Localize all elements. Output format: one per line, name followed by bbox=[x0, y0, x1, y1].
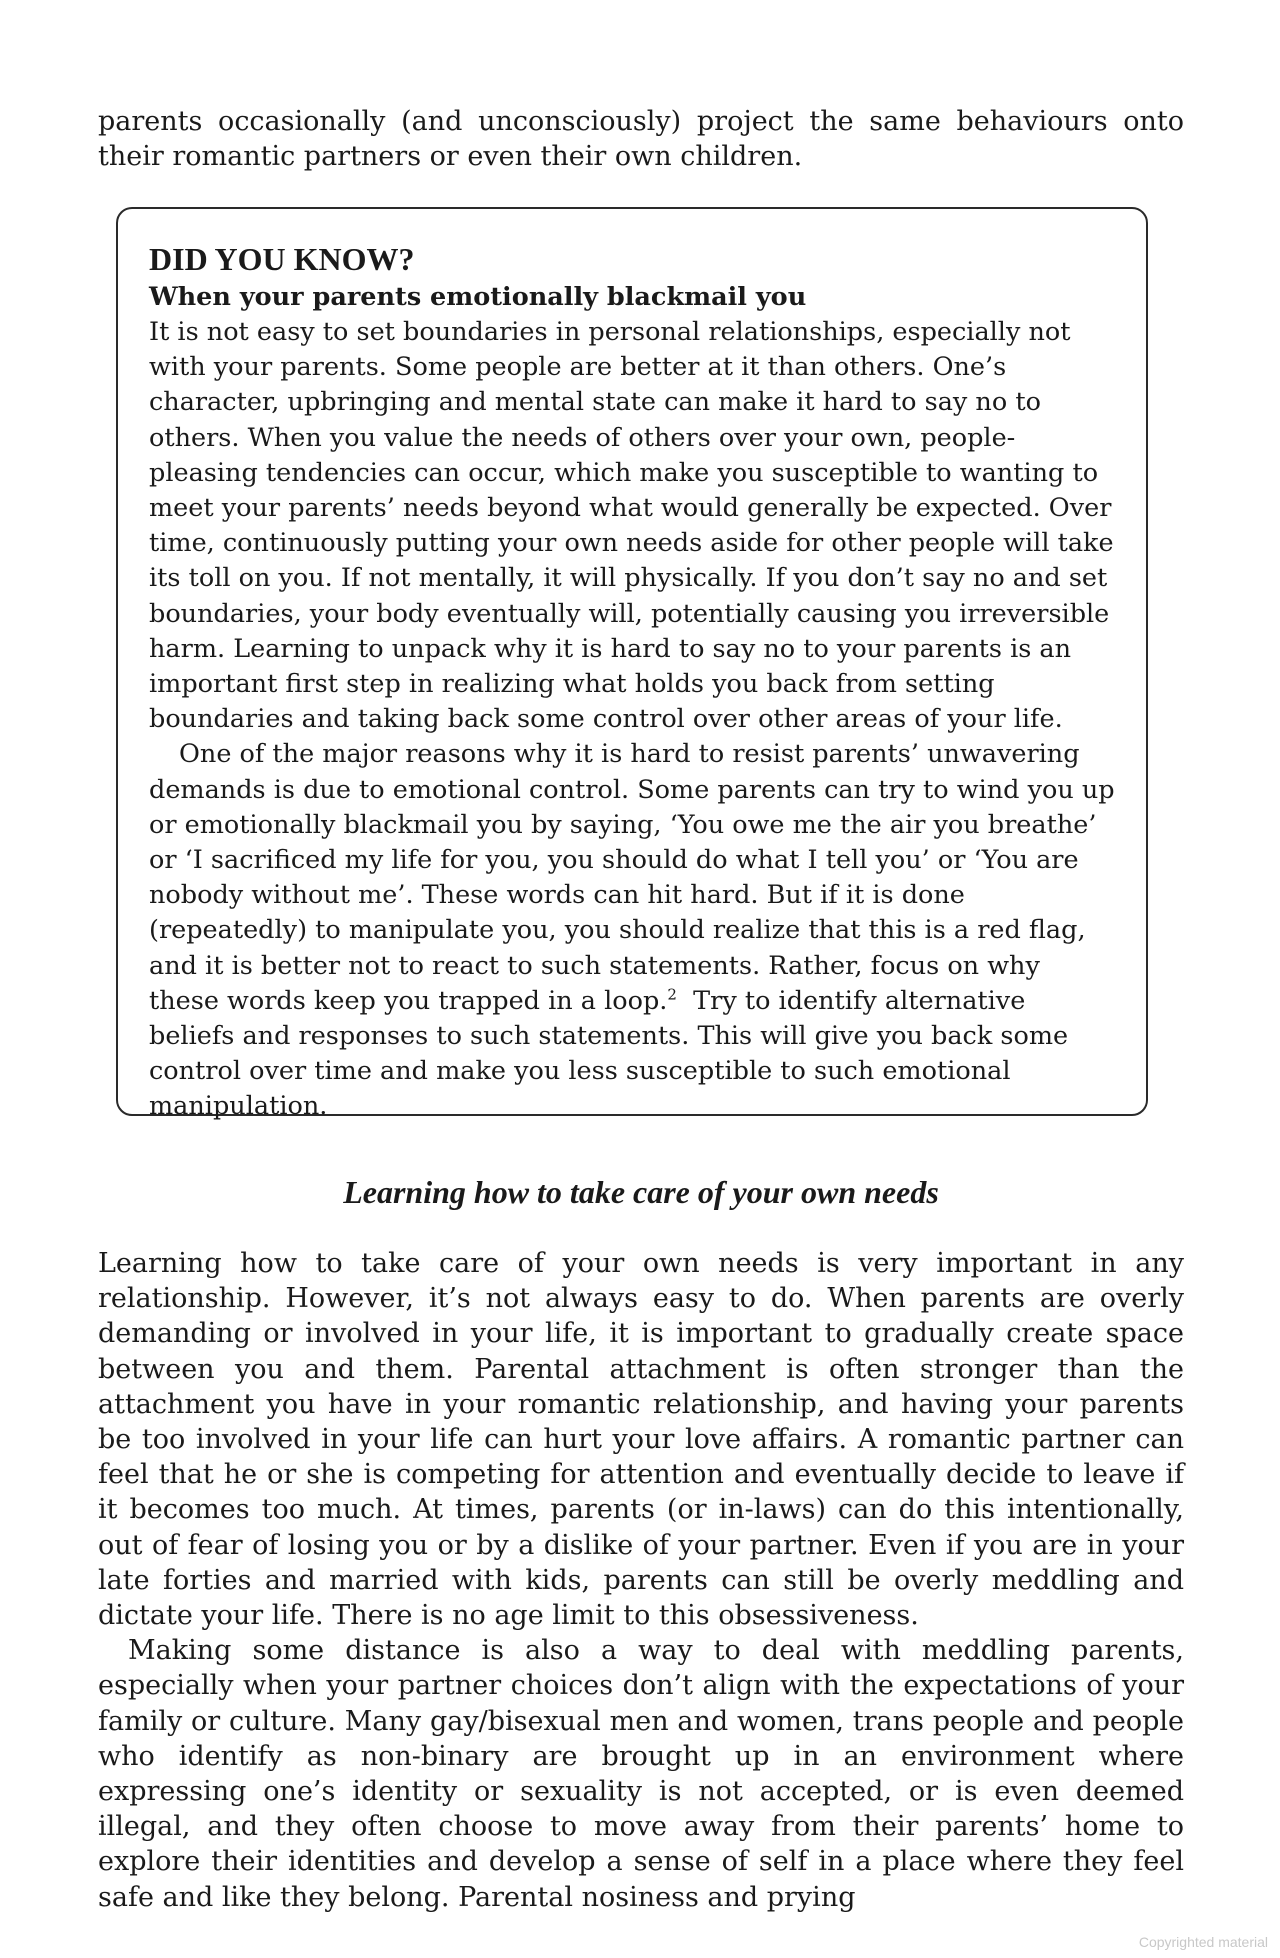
callout-title: When your parents emotionally blackmail you bbox=[149, 282, 807, 312]
section-paragraph-1: Learning how to take care of your own needs is very important in any relationship. However, it’s not always easy to do. When parents are overly demanding or involved in your life, it is important to gradually create space between you and them. Parental attachment is often stronger than the attachment you have in your romantic relationship, and having your parents be too involved in your life can hurt your love affairs. A romantic partner can feel that he or she is competing for attention and eventually decide to leave if it becomes too much. At times, parents (or in-laws) can do this intentionally, out of fear of losing you or by a dislike of your partner. Even if you are in your late forties and married with kids, parents can still be overly meddling and dictate your life. There is no age limit to this obsessiveness. bbox=[98, 1248, 1184, 1632]
did-you-know-box bbox=[116, 207, 1148, 1122]
section-body bbox=[98, 1246, 1184, 1915]
callout-paragraph-2-text: One of the major reasons why it is hard to resist parents’ unwavering demands is due to emotional control. Some parents can try to wind you up or emotionally blackmail you by saying, ‘You owe me the air you breathe’ or ‘I sacrificed my life for you, you should do what I tell you’ or ‘You are nobody without me’. These words can hit hard. But if it is done (repeatedly) to manipulate you, you should realize that this is a red flag, and it is better not to react to such statements. Rather, focus on why these words keep you trapped in a loop. bbox=[149, 739, 1115, 1016]
continuation-block bbox=[98, 104, 1184, 174]
callout-paragraph-2 bbox=[149, 737, 1116, 1124]
callout-kicker: DID YOU KNOW? bbox=[149, 241, 415, 277]
callout-paragraph-1: It is not easy to set boundaries in personal relationships, especially not with your parents. Some people are better at it than others. One’s character, upbringing and mental state can make it hard to say no to others. When you value the needs of others over your own, people-pleasing tendencies can occur, which make you susceptible to wanting to meet your parents’ needs beyond what would generally be expected. Over time, continuously putting your own needs aside for other people will take its toll on you. If not mentally, it will physically. If you don’t say no and set boundaries, your body eventually will, potentially causing you irreversible harm. Learning to unpack why it is hard to say no to your parents is an important first step in realizing what holds you back from setting boundaries and taking back some control over other areas of your life. bbox=[149, 317, 1114, 735]
section-heading: Learning how to take care of your own needs bbox=[343, 1174, 939, 1210]
continuation-paragraph: parents occasionally (and unconsciously) project the same behaviours onto their romantic partners or even their own children. bbox=[98, 106, 1184, 173]
copyright-watermark: Copyrighted material bbox=[1138, 1934, 1268, 1950]
section-paragraph-2: Making some distance is also a way to deal with meddling parents, especially when your partner choices don’t align with the expectations of your family or culture. Many gay/bisexual men and women, trans people and people who identify as non-binary are brought up in an environment where expressing one’s identity or sexuality is not accepted, or is even deemed illegal, and they often choose to move away from their parents’ home to explore their identities and develop a sense of self in a place where they feel safe and like they belong. Parental nosiness and prying bbox=[98, 1635, 1184, 1913]
footnote-reference: 2 bbox=[667, 985, 677, 1004]
callout-paragraph-2-continuation: Try to identify alternative beliefs and responses to such statements. This will give you back some control over time and make you less susceptible to such emotional manipulation. bbox=[149, 985, 1077, 1122]
